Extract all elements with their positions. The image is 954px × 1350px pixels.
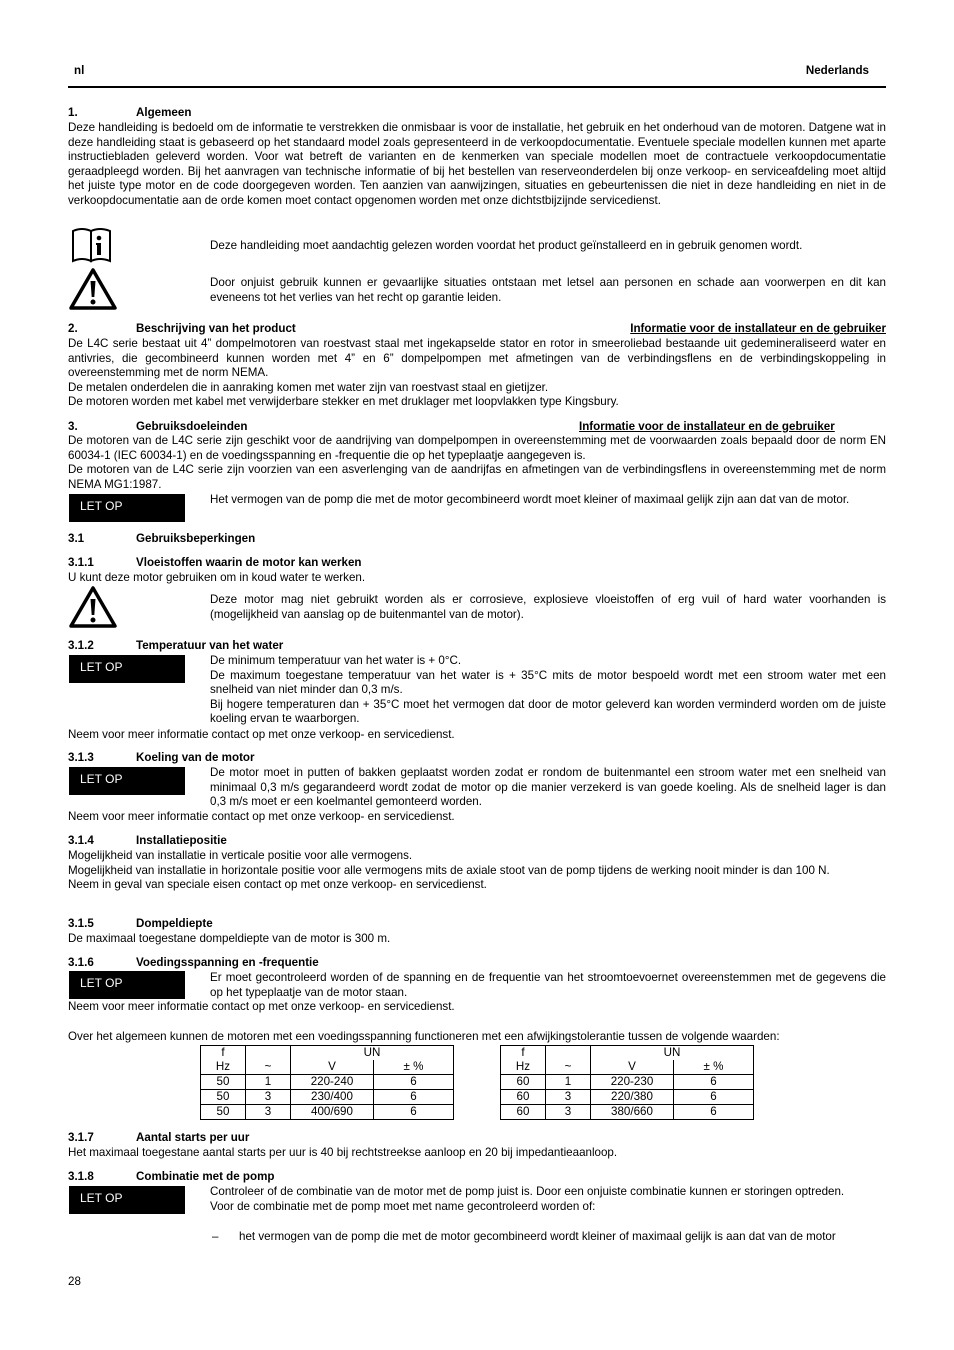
section-3-1-2-after: Neem voor meer informatie contact op met onze verkoop- en servicedienst. [68,728,455,741]
table-cell: 6 [674,1105,754,1120]
table-cell: 6 [374,1075,454,1090]
section-3-1-2-text: De minimum temperatuur van het water is + 0°C. De maximum toegestane temperatuur van het water is + 35°C mits de motor bespoeld wordt met een stroom water met een snelheid van niet minder dan 0,3 m/s. Bij hogere temperaturen dan + 35°C moet het vermogen dat door de motor geleverd kan worden verminderd worden om de juiste koeling ervan te waarborgen. [210,654,886,726]
section-3-1-3-heading: 3.1.3 Koeling van de motor [68,751,255,764]
table-cell: Hz [201,1060,246,1075]
table-cell: 60 [501,1075,546,1090]
section-3-1-6-after: Neem voor meer informatie contact op met onze verkoop- en servicedienst. [68,1000,455,1013]
section-3-1-8-heading: 3.1.8 Combinatie met de pomp [68,1170,275,1183]
table-row [501,1105,754,1120]
section-2-info: Informatie voor de installateur en de gebruiker [630,322,886,335]
section-3-1-heading: 3.1 Gebruiksbeperkingen [68,532,256,545]
table-cell: 50 [201,1090,246,1105]
table-cell: 380/660 [591,1105,674,1120]
header-language: Nederlands [805,64,869,77]
section-1-body: Deze handleiding is bedoeld om de informatie te verstrekken die onmisbaar is voor de installatie, het gebruik en het onderhoud van de motoren. Datgene wat in deze handleiding staat is gebaseerd op het standaard model zoals gepresenteerd in de verkoopdocumentatie. Eventuele speciale modellen kunnen met aparte instructiebladen geleverd worden. Voor wat betreft de varianten en de kenmerken van speciale modellen moet de contractuele verkoopdocumentatie geraadpleegd worden. Bij het aanvragen van technische informatie of bij het bestellen van reserveonderdelen bij onze verkoop- en serviceafdeling moet altijd het juiste type motor en de code doorgegeven worden. Ten aanzien van aanwijzingen, situaties en gebeurtenissen die niet in deze handleiding en niet in de verkoopdocumentatie aan de orde komen moet contact opgenomen worden met onze dichtstbijzijnde servicedienst. [68,121,886,207]
voltage-table-50hz [200,1045,454,1120]
table-cell: 6 [674,1075,754,1090]
section-3-1-2-heading: 3.1.2 Temperatuur van het water [68,639,284,652]
table-cell: 220-230 [591,1075,674,1090]
table-cell: V [291,1060,374,1075]
section-3-1-5-heading: 3.1.5 Dompeldiepte [68,917,213,930]
list-item: het vermogen van de pomp die met de motor gecombineerd wordt kleiner of maximaal gelijk is aan dat van de motor [239,1230,836,1243]
section-2-body: De L4C serie bestaat uit 4” dompelmotoren van roestvast staal met ingekapselde stator en rotor in smeeroliebad bestaande uit gedemineraliseerd water en antivries, die gecombineerd kunnen worden met 4” en 6” dompelpompen met afmetingen van de verbindingsflens en de verbindingskoppeling in overeenstemming met de norm NEMA. De metalen onderdelen die in aanraking komen met water zijn van roestvast staal en gietijzer. De motoren worden met kabel met verwijderbare stekker en met druklager met loopvlakken type Kingsbury. [68,337,886,409]
table-cell: ~ [546,1060,591,1075]
letop-badge: LET OP [69,655,185,683]
letop-badge: LET OP [69,1186,185,1214]
page-number: 28 [68,1275,81,1288]
table-cell: ~ [246,1060,291,1075]
table-cell: 50 [201,1075,246,1090]
section-3-1-6-text: Er moet gecontroleerd worden of de spanning en de frequentie van het stroomtoevoernet overeenstemmen met de gegevens die op het typeplaatje van de motor staan. [210,971,886,999]
voltage-table-60hz [500,1045,754,1120]
section-3-1-3-after: Neem voor meer informatie contact op met onze verkoop- en servicedienst. [68,810,455,823]
table-cell: 6 [374,1090,454,1105]
table-header-row [501,1046,754,1061]
table-cell: ± % [374,1060,454,1075]
section-3-1-1-heading: 3.1.1 Vloeistoffen waarin de motor kan werken [68,556,362,569]
table-cell: 220-240 [291,1075,374,1090]
warning-icon [68,267,118,311]
table-cell: 1 [546,1075,591,1090]
warning-icon [68,585,118,629]
section-3-1-5-body: De maximaal toegestane dompeldiepte van de motor is 300 m. [68,932,391,945]
section-3-body: De motoren van de L4C serie zijn geschikt voor de aandrijving van dompelpompen in overeenstemming met de voorwaarden zoals bepaald door de norm EN 60034-1 (IEC 60034-1) en de voedingsspanning en -frequentie die op het typeplaatje aangegeven is. De motoren van de L4C serie zijn voorzien van een asverlenging van de aandrijfas en afmetingen van de verbindingsflens in overeenstemming met de norm NEMA MG1:1987. [68,434,886,491]
table-cell: ± % [674,1060,754,1075]
header-lang: nl [74,64,85,77]
table-cell: 3 [246,1105,291,1120]
read-manual-icon [70,227,114,263]
header-rule [68,86,886,88]
section-3-1-6-heading: 3.1.6 Voedingsspanning en -frequentie [68,956,319,969]
section-3-1-7-body: Het maximaal toegestane aantal starts per uur is 40 bij rechtstreekse aanloop en 20 bij impedantieaanloop. [68,1146,618,1159]
table-cell: 6 [674,1090,754,1105]
section-3-heading: 3. Gebruiksdoeleinden [68,420,248,433]
table-cell: UN [291,1046,454,1061]
section-3-1-8-text: Controleer of de combinatie van de motor met de pomp juist is. Door een onjuiste combinatie kunnen er storingen optreden. Voor de combinatie met de pomp moet met name gecontroleerd worden of: [210,1185,845,1213]
section-3-1-6-intro: Over het algemeen kunnen de motoren met een voedingsspanning functioneren met een afwijkingstolerantie tussen de volgende waarden: [68,1030,780,1043]
table-header-row [501,1060,754,1075]
table-cell: 60 [501,1105,546,1120]
table-row [201,1105,454,1120]
letop-badge: LET OP [69,767,185,795]
table-cell: 3 [246,1090,291,1105]
table-cell: Hz [501,1060,546,1075]
table-cell: 6 [374,1105,454,1120]
letop-badge: LET OP [69,971,185,999]
table-cell: 50 [201,1105,246,1120]
table-row [501,1075,754,1090]
list-bullet: – [212,1230,219,1243]
section-2-heading: 2. Beschrijving van het product [68,322,296,335]
section-3-1-7-heading: 3.1.7 Aantal starts per uur [68,1131,250,1144]
table-cell [546,1046,591,1061]
section-3-1-1-body: U kunt deze motor gebruiken om in koud water te werken. [68,571,366,584]
table-cell: 3 [546,1090,591,1105]
table-cell: 1 [246,1075,291,1090]
table-cell: V [591,1060,674,1075]
table-row [201,1090,454,1105]
table-cell: 3 [546,1105,591,1120]
section-3-1-4-heading: 3.1.4 Installatiepositie [68,834,227,847]
table-cell [246,1046,291,1061]
table-cell: f [201,1046,246,1061]
table-header-row [201,1060,454,1075]
section-3-1-1-warning: Deze motor mag niet gebruikt worden als er corrosieve, explosieve vloeistoffen of erg vuil of hard water voorhanden is (mogelijkheid van aanslag op de buitenmantel van de motor). [210,593,886,621]
letop-badge: LET OP [69,494,185,522]
table-cell: 220/380 [591,1090,674,1105]
table-cell: 400/690 [291,1105,374,1120]
table-cell: f [501,1046,546,1061]
table-cell: 230/400 [291,1090,374,1105]
read-manual-note: Deze handleiding moet aandachtig gelezen worden voordat het product geïnstalleerd en in gebruik genomen wordt. [210,239,803,252]
warning-note: Door onjuist gebruik kunnen er gevaarlijke situaties ontstaan met letsel aan personen en schade aan voorwerpen en dit kan eveneens tot het verlies van het recht op garantie leiden. [210,276,886,304]
section-1-heading: 1. Algemeen [68,106,192,119]
table-row [201,1075,454,1090]
section-3-1-4-body: Mogelijkheid van installatie in verticale positie voor alle vermogens. Mogelijkheid van installatie in horizontale positie voor alle vermogens mits de axiale stoot van de pomp tijdens de werking nooit minder is dan 100 N. Neem in geval van speciale eisen contact op met onze verkoop- en servicedienst. [68,849,830,892]
table-header-row [201,1046,454,1061]
section-3-1-3-text: De motor moet in putten of bakken geplaatst worden zodat er rondom de buitenmantel een stroom water met een snelheid van minimaal 0,3 m/s gegarandeerd wordt zodat de motor op die manier verzekerd is van goede koeling. Als de snelheid lager is dan 0,3 m/s moet er een koelmantel gemonteerd worden. [210,766,886,809]
table-cell: UN [591,1046,754,1061]
section-3-letop-text: Het vermogen van de pomp die met de motor gecombineerd wordt moet kleiner of maximaal gelijk zijn aan dat van de motor. [210,493,850,506]
section-3-info: Informatie voor de installateur en de gebruiker [579,420,835,433]
table-cell: 60 [501,1090,546,1105]
table-row [501,1090,754,1105]
